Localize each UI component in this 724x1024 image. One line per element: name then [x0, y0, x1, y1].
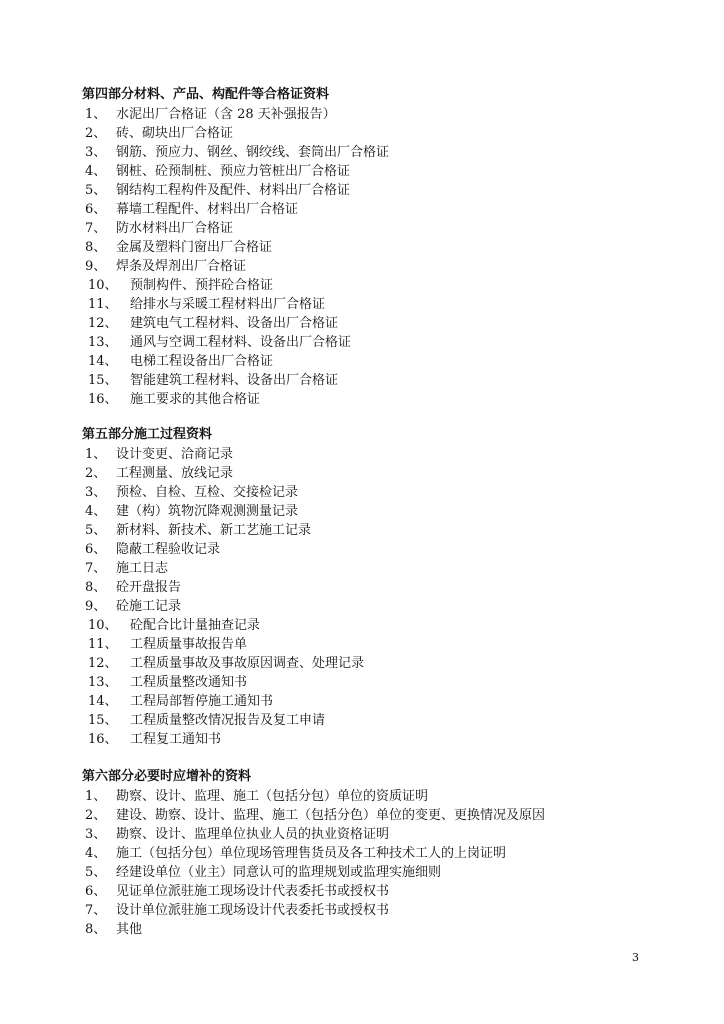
item-text: 预制构件、预拌砼合格证 [130, 278, 274, 293]
item-text: 钢桩、砼预制桩、预应力管桩出厂合格证 [116, 164, 351, 179]
item-text: 工程复工通知书 [130, 732, 222, 747]
list-item [82, 806, 682, 825]
list-item [82, 654, 682, 673]
item-number: 4、 [85, 846, 107, 861]
item-text: 工程质量事故及事故原因调查、处理记录 [130, 656, 365, 671]
item-text: 其他 [116, 922, 143, 937]
item-text: 金属及塑料门窗出厂合格证 [116, 240, 273, 255]
list-item [82, 844, 682, 863]
item-text: 电梯工程设备出厂合格证 [130, 354, 274, 369]
item-number: 14、 [88, 354, 118, 369]
item-text: 建（构）筑物沉降观测测量记录 [116, 504, 299, 519]
item-number: 10、 [88, 278, 118, 293]
list-item [82, 597, 682, 616]
item-number: 12、 [88, 656, 118, 671]
item-number: 5、 [85, 523, 107, 538]
list-item [82, 181, 682, 200]
item-text: 工程质量事故报告单 [130, 637, 248, 652]
item-number: 8、 [85, 922, 107, 937]
list-item [82, 445, 682, 464]
list-item [82, 787, 682, 806]
list-item [82, 105, 682, 124]
item-text: 幕墙工程配件、材料出厂合格证 [116, 202, 299, 217]
item-text: 砖、砌块出厂合格证 [116, 126, 234, 141]
list-item [82, 143, 682, 162]
list-item [82, 635, 682, 654]
section-part-4 [82, 85, 682, 409]
item-number: 8、 [85, 240, 107, 255]
item-text: 工程质量整改情况报告及复工申请 [130, 713, 326, 728]
list-item [82, 692, 682, 711]
list-item [82, 219, 682, 238]
item-text: 砼配合比计量抽查记录 [130, 618, 261, 633]
list-item [82, 616, 682, 635]
item-number: 13、 [88, 335, 118, 350]
item-number: 2、 [85, 808, 107, 823]
item-number: 15、 [88, 713, 118, 728]
item-number: 9、 [85, 599, 107, 614]
item-number: 12、 [88, 316, 118, 331]
item-number: 6、 [85, 542, 107, 557]
item-number: 1、 [85, 107, 107, 122]
item-text: 工程测量、放线记录 [116, 466, 234, 481]
list-item [82, 578, 682, 597]
list-item [82, 540, 682, 559]
item-number: 5、 [85, 183, 107, 198]
item-number: 11、 [88, 297, 118, 312]
item-number: 2、 [85, 126, 107, 141]
list-item [82, 730, 682, 749]
item-text: 建筑电气工程材料、设备出厂合格证 [130, 316, 339, 331]
item-number: 13、 [88, 675, 118, 690]
item-number: 4、 [85, 164, 107, 179]
list-item [82, 521, 682, 540]
list-item [82, 825, 682, 844]
item-text: 砼开盘报告 [116, 580, 182, 595]
list-item [82, 257, 682, 276]
item-text: 设计单位派驻施工现场设计代表委托书或授权书 [116, 903, 390, 918]
item-number: 16、 [88, 732, 118, 747]
item-text: 施工要求的其他合格证 [130, 392, 261, 407]
list-item [82, 333, 682, 352]
item-number: 6、 [85, 884, 107, 899]
item-number: 7、 [85, 561, 107, 576]
item-text: 建设、勘察、设计、监理、施工（包括分色）单位的变更、更换情况及原因 [116, 808, 546, 823]
list-item [82, 352, 682, 371]
item-number: 5、 [85, 865, 107, 880]
list-item [82, 559, 682, 578]
item-number: 9、 [85, 259, 107, 274]
item-text: 钢筋、预应力、钢丝、钢绞线、套筒出厂合格证 [116, 145, 390, 160]
item-number: 4、 [85, 504, 107, 519]
item-text: 砼施工记录 [116, 599, 182, 614]
section-part-5 [82, 425, 682, 749]
section-heading: 第五部分施工过程资料 [82, 427, 213, 442]
section-heading: 第六部分必要时应增补的资料 [82, 769, 252, 784]
item-text: 给排水与采暖工程材料出厂合格证 [130, 297, 326, 312]
item-text: 钢结构工程构件及配件、材料出厂合格证 [116, 183, 351, 198]
item-number: 3、 [85, 145, 107, 160]
list-item [82, 863, 682, 882]
list-item [82, 901, 682, 920]
item-text: 防水材料出厂合格证 [116, 221, 234, 236]
item-text: 通风与空调工程材料、设备出厂合格证 [130, 335, 352, 350]
item-text: 施工日志 [116, 561, 169, 576]
list-item [82, 483, 682, 502]
list-item [82, 390, 682, 409]
item-text: 工程局部暂停施工通知书 [130, 694, 274, 709]
item-number: 10、 [88, 618, 118, 633]
list-item [82, 371, 682, 390]
item-text: 见证单位派驻施工现场设计代表委托书或授权书 [116, 884, 390, 899]
item-number: 11、 [88, 637, 118, 652]
item-number: 7、 [85, 903, 107, 918]
item-number: 7、 [85, 221, 107, 236]
list-item [82, 673, 682, 692]
item-text: 隐蔽工程验收记录 [116, 542, 221, 557]
list-item [82, 295, 682, 314]
item-text: 预检、自检、互检、交接检记录 [116, 485, 299, 500]
item-text: 焊条及焊剂出厂合格证 [116, 259, 247, 274]
list-item [82, 920, 682, 939]
list-item [82, 162, 682, 181]
section-heading: 第四部分材料、产品、构配件等合格证资料 [82, 87, 330, 102]
list-item [82, 882, 682, 901]
item-number: 3、 [85, 827, 107, 842]
item-number: 15、 [88, 373, 118, 388]
list-item [82, 711, 682, 730]
list-item [82, 464, 682, 483]
item-number: 2、 [85, 466, 107, 481]
list-item [82, 238, 682, 257]
item-number: 1、 [85, 447, 107, 462]
item-text: 勘察、设计、监理单位执业人员的执业资格证明 [116, 827, 390, 842]
item-number: 3、 [85, 485, 107, 500]
page-number: 3 [632, 951, 639, 964]
list-item [82, 314, 682, 333]
item-number: 16、 [88, 392, 118, 407]
item-number: 6、 [85, 202, 107, 217]
section-part-6 [82, 767, 682, 939]
item-text: 经建设单位（业主）同意认可的监理规划或监理实施细则 [116, 865, 442, 880]
item-text: 智能建筑工程材料、设备出厂合格证 [130, 373, 339, 388]
item-text: 设计变更、洽商记录 [116, 447, 234, 462]
list-item [82, 502, 682, 521]
list-item [82, 276, 682, 295]
item-number: 14、 [88, 694, 118, 709]
item-text: 施工（包括分包）单位现场管理售货员及各工种技术工人的上岗证明 [116, 846, 507, 861]
list-item [82, 200, 682, 219]
list-item [82, 124, 682, 143]
item-number: 8、 [85, 580, 107, 595]
item-text: 勘察、设计、监理、施工（包括分包）单位的资质证明 [116, 789, 429, 804]
item-number: 1、 [85, 789, 107, 804]
item-text: 水泥出厂合格证（含 28 天补强报告） [116, 107, 336, 122]
item-text: 工程质量整改通知书 [130, 675, 248, 690]
item-text: 新材料、新技术、新工艺施工记录 [116, 523, 312, 538]
